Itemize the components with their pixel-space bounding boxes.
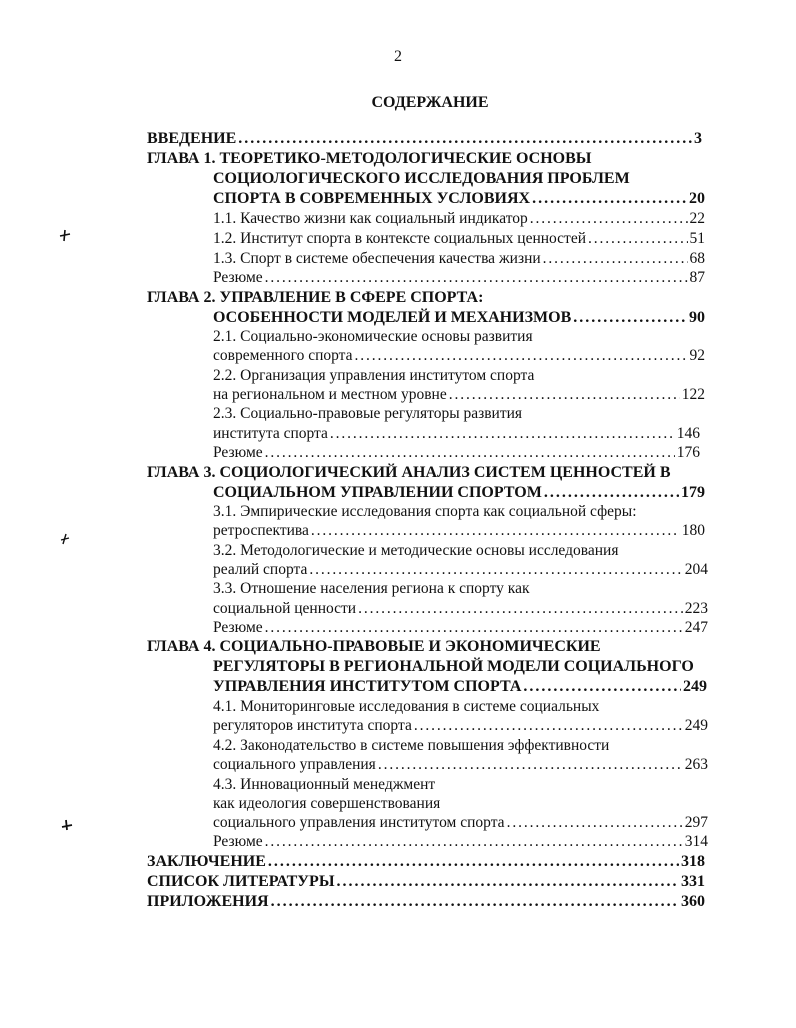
chapter-1-title-line-2: СОЦИОЛОГИЧЕСКОГО ИССЛЕДОВАНИЯ ПРОБЛЕМ bbox=[213, 170, 630, 187]
toc-entry-2-3-line-1: 2.3. Социально-правовые регуляторы развития bbox=[213, 405, 523, 422]
toc-entry-intro: ВВЕДЕНИЕ . . . 3 bbox=[147, 129, 702, 149]
toc-entry-4-1-line-1: 4.1. Мониторинговые исследования в системе социальных bbox=[213, 698, 600, 715]
toc-entry-4-3-line-2: как идеология совершенствования bbox=[213, 795, 441, 812]
chapter-1-title-line-1: ГЛАВА 1. ТЕОРЕТИКО-МЕТОДОЛОГИЧЕСКИЕ ОСНОВЫ bbox=[147, 150, 592, 167]
toc-entry-4-2-line-1: 4.2. Законодательство в системе повышения эффективности bbox=[213, 737, 610, 754]
toc-entry-4-3-line-1: 4.3. Инновационный менеджмент bbox=[213, 776, 436, 793]
toc-entry-2-1-line-1: 2.1. Социально-экономические основы развития bbox=[213, 328, 533, 345]
toc-entry-1-1: 1.1. Качество жизни как социальный индикатор . . . 22 bbox=[213, 209, 705, 229]
toc-entry-2-summary: Резюме . . . 176 bbox=[213, 443, 700, 463]
toc-entry-2-2-line-2: на региональном и местном уровне . . . 122 bbox=[213, 385, 705, 405]
toc-entry-1-summary: Резюме . . . 87 bbox=[213, 268, 705, 288]
chapter-1-title-line-3: СПОРТА В СОВРЕМЕННЫХ УСЛОВИЯХ . . . 20 bbox=[213, 189, 705, 209]
toc-entry-1-2: 1.2. Институт спорта в контексте социальных ценностей . . . 51 bbox=[213, 229, 705, 249]
toc-entry-3-3-line-2: социальной ценности . . . 223 bbox=[213, 599, 708, 619]
chapter-4-title-line-2: РЕГУЛЯТОРЫ В РЕГИОНАЛЬНОЙ МОДЕЛИ СОЦИАЛЬНОГО bbox=[213, 658, 694, 675]
chapter-2-title-line-1: ГЛАВА 2. УПРАВЛЕНИЕ В СФЕРЕ СПОРТА: bbox=[147, 289, 484, 306]
toc-entry-3-2-line-1: 3.2. Методологические и методические основы исследования bbox=[213, 542, 619, 559]
chapter-3-title-line-1: ГЛАВА 3. СОЦИОЛОГИЧЕСКИЙ АНАЛИЗ СИСТЕМ ЦЕННОСТЕЙ В bbox=[147, 464, 671, 481]
page-title: СОДЕРЖАНИЕ bbox=[371, 94, 489, 111]
toc-entry-4-1-line-2: регуляторов института спорта . . . 249 bbox=[213, 716, 708, 736]
margin-mark-icon bbox=[58, 229, 72, 243]
toc-entry-1-3: 1.3. Спорт в системе обеспечения качества жизни . . . 68 bbox=[213, 249, 705, 269]
toc-entry-3-1-line-2: ретроспектива . . . 180 bbox=[213, 521, 705, 541]
toc-entry-2-1-line-2: современного спорта . . . 92 bbox=[213, 346, 705, 366]
chapter-2-title-line-2: ОСОБЕННОСТИ МОДЕЛЕЙ И МЕХАНИЗМОВ . . . 90 bbox=[213, 308, 705, 328]
toc-entry-4-summary: Резюме . . . 314 bbox=[213, 832, 708, 852]
chapter-4-title-line-3: УПРАВЛЕНИЯ ИНСТИТУТОМ СПОРТА . . . 249 bbox=[213, 677, 707, 697]
toc-entry-3-summary: Резюме . . . 247 bbox=[213, 618, 708, 638]
page-number: 2 bbox=[394, 48, 402, 65]
margin-mark-icon bbox=[60, 818, 74, 832]
margin-mark-icon bbox=[58, 532, 72, 546]
toc-entry-2-2-line-1: 2.2. Организация управления институтом спорта bbox=[213, 367, 535, 384]
toc-entry-literature: СПИСОК ЛИТЕРАТУРЫ . . . 331 bbox=[147, 872, 705, 892]
toc-entry-4-3-line-3: социального управления институтом спорта . . . 297 bbox=[213, 813, 708, 833]
chapter-4-title-line-1: ГЛАВА 4. СОЦИАЛЬНО-ПРАВОВЫЕ И ЭКОНОМИЧЕСКИЕ bbox=[147, 638, 601, 655]
toc-entry-3-3-line-1: 3.3. Отношение населения региона к спорту как bbox=[213, 580, 530, 597]
toc-entry-4-2-line-2: социального управления . . . 263 bbox=[213, 755, 708, 775]
toc-entry-2-3-line-2: института спорта . . . 146 bbox=[213, 424, 700, 444]
toc-entry-3-1-line-1: 3.1. Эмпирические исследования спорта как социальной сферы: bbox=[213, 503, 637, 520]
chapter-3-title-line-2: СОЦИАЛЬНОМ УПРАВЛЕНИИ СПОРТОМ . . . 179 bbox=[213, 483, 705, 503]
toc-entry-conclusion: ЗАКЛЮЧЕНИЕ . . . 318 bbox=[147, 852, 705, 872]
toc-entry-3-2-line-2: реалий спорта . . . 204 bbox=[213, 560, 708, 580]
toc-entry-appendix: ПРИЛОЖЕНИЯ . . . 360 bbox=[147, 892, 705, 912]
